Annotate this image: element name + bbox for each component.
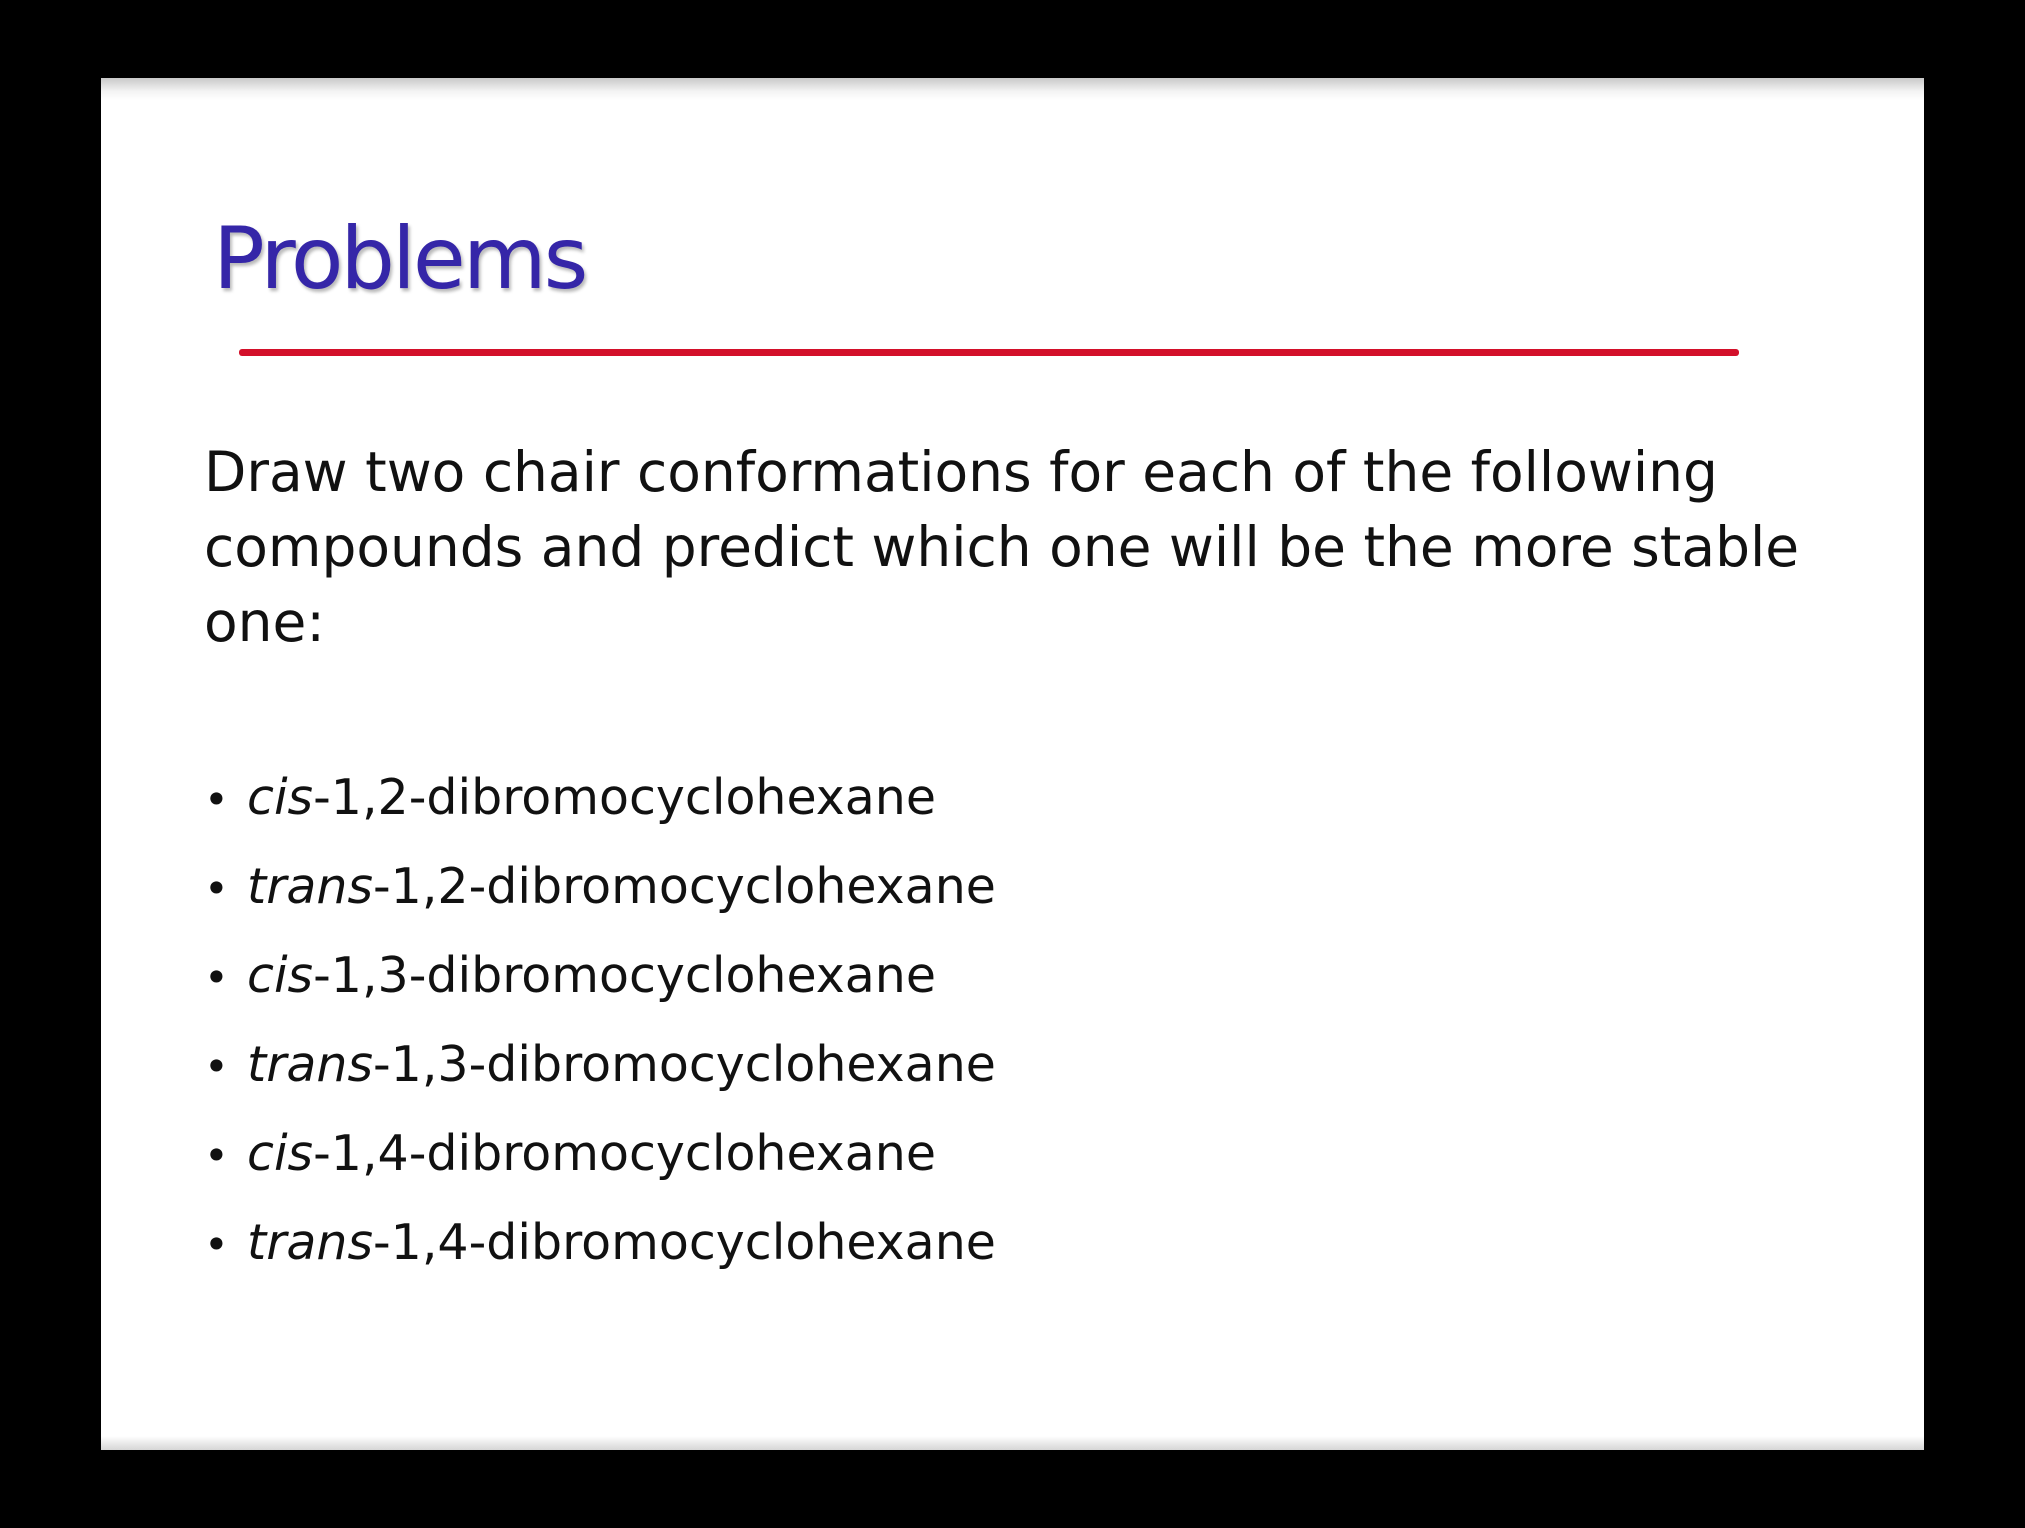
bullet-icon: • (204, 775, 229, 824)
compound-name: -1,2-dibromocyclohexane (372, 858, 996, 915)
stereo-prefix: cis (247, 947, 314, 1004)
list-item (204, 931, 996, 1020)
bullet-icon: • (204, 953, 229, 1002)
stereo-prefix: trans (247, 1214, 373, 1271)
list-item (204, 842, 996, 931)
list-item (204, 1020, 996, 1109)
slide-title: Problems (213, 209, 586, 309)
stereo-prefix: trans (247, 858, 373, 915)
compound-list (204, 753, 996, 1287)
compound-name: -1,3-dibromocyclohexane (313, 947, 937, 1004)
stereo-prefix: cis (247, 769, 314, 826)
bullet-icon: • (204, 864, 229, 913)
list-item (204, 753, 996, 842)
list-item (204, 1109, 996, 1198)
bullet-icon: • (204, 1131, 229, 1180)
title-underline-rule (239, 349, 1739, 356)
compound-name: -1,4-dibromocyclohexane (313, 1125, 937, 1182)
list-item (204, 1198, 996, 1287)
bullet-icon: • (204, 1042, 229, 1091)
bullet-icon: • (204, 1220, 229, 1269)
compound-name: -1,3-dibromocyclohexane (372, 1036, 996, 1093)
slide-top-edge (101, 78, 1924, 100)
stereo-prefix: trans (247, 1036, 373, 1093)
slide-bottom-edge (101, 1436, 1924, 1450)
compound-name: -1,4-dibromocyclohexane (372, 1214, 996, 1271)
slide (101, 78, 1924, 1450)
intro-paragraph: Draw two chair conformations for each of the following compounds and predict which one will be the more stable one: (204, 440, 1800, 654)
stereo-prefix: cis (247, 1125, 314, 1182)
compound-name: -1,2-dibromocyclohexane (313, 769, 937, 826)
